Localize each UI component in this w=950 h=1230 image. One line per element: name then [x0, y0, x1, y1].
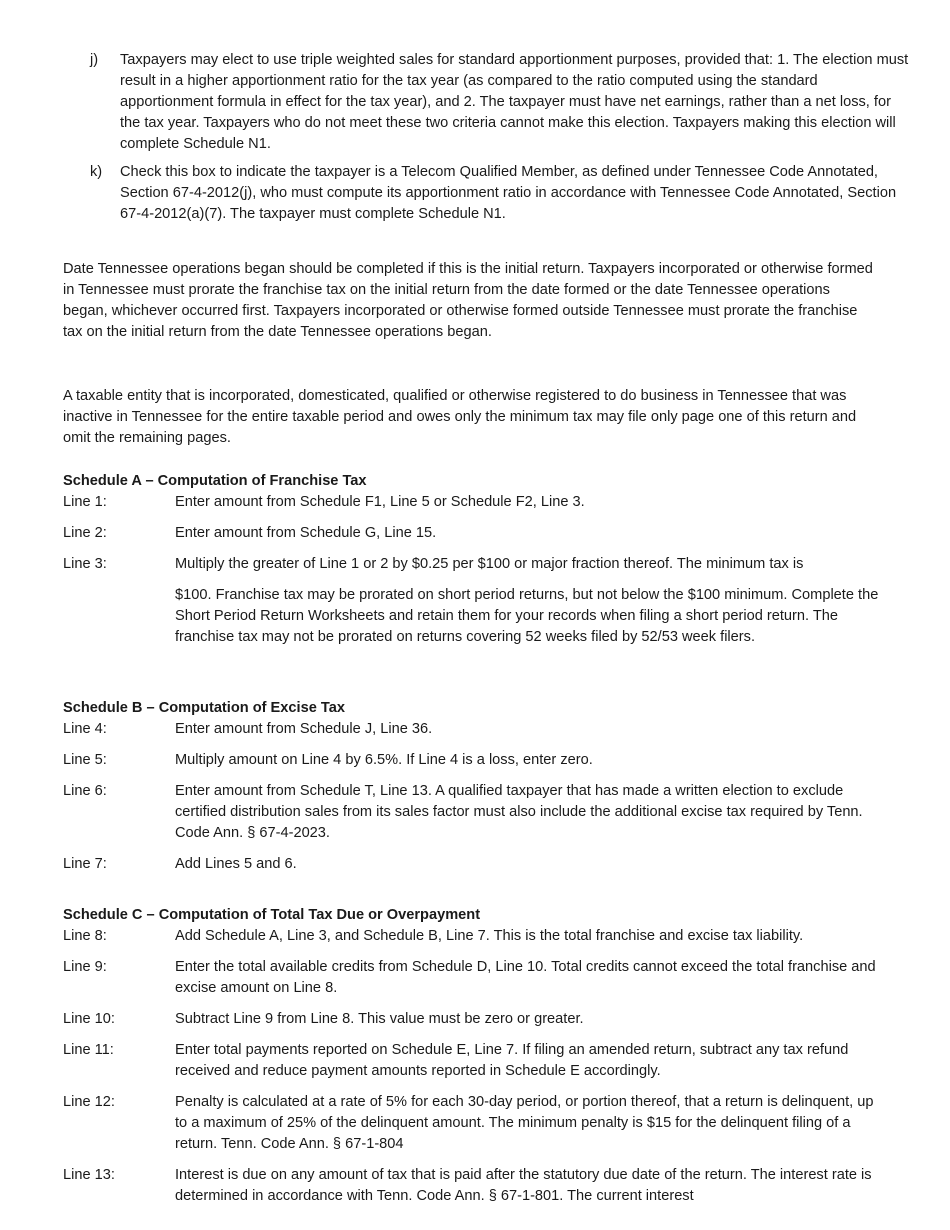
list-marker: k) [90, 164, 103, 180]
date-began-paragraph: Date Tennessee operations began should be completed if this is the initial return. Taxpayers incorporated or otherwise formed in Tennessee must prorate the franchise tax on the initial return from the date formed or the date Tennessee operations began, whichever occurred first. Taxpayers incorporated or otherwise formed outside Tennessee must prorate the franchise tax on the initial return from the date Tennessee operations began. [63, 261, 873, 340]
schedule-b-title: Schedule B – Computation of Excise Tax [63, 700, 345, 716]
line-text: Subtract Line 9 from Line 8. This value must be zero or greater. [175, 1011, 584, 1027]
line-text: Multiply the greater of Line 1 or 2 by $0.25 per $100 or major fraction thereof. The minimum tax is [175, 556, 804, 572]
line-row [63, 1040, 883, 1082]
inactive-entity-paragraph: A taxable entity that is incorporated, domesticated, qualified or otherwise registered to do business in Tennessee that was inactive in Tennessee for the entire taxable period and owes only the minimum tax may file only page one of this return and omit the remaining pages. [63, 388, 857, 446]
line-label: Line 7: [63, 856, 107, 872]
schedule-c-section [63, 905, 883, 1217]
line-label: Line 4: [63, 721, 107, 737]
instruction-list [90, 50, 910, 232]
line-text: Enter the total available credits from Schedule D, Line 10. Total credits cannot exceed the total franchise and excise amount on Line 8. [175, 959, 876, 996]
list-marker: j) [90, 52, 99, 68]
line-row [63, 1092, 883, 1155]
line-text: Penalty is calculated at a rate of 5% for each 30-day period, or portion thereof, that a return is delinquent, up to a maximum of 25% of the delinquent amount. The minimum penalty is $15 for the delinquent filing of a return. Tenn. Code Ann. § 67-1-804 [175, 1094, 874, 1152]
line-label: Line 8: [63, 928, 107, 944]
line-row [63, 926, 883, 947]
line-text: Enter amount from Schedule T, Line 13. A qualified taxpayer that has made a written election to exclude certified distribution sales from its sales factor must also include the additional excise tax required by Tenn. Code Ann. § 67-4-2023. [175, 783, 863, 841]
line-text: Multiply amount on Line 4 by 6.5%. If Line 4 is a loss, enter zero. [175, 752, 593, 768]
line-row [63, 1009, 883, 1030]
line-row [63, 781, 883, 844]
list-item-text: Check this box to indicate the taxpayer is a Telecom Qualified Member, as defined under Tennessee Code Annotated, Section 67-4-2012(j), who must compute its apportionment ratio in accordance with Tennessee Code Annotated, Section 67-4-2012(a)(7). The taxpayer must complete Schedule N1. [120, 164, 897, 222]
line-row [63, 854, 883, 875]
line-text: Enter total payments reported on Schedule E, Line 7. If filing an amended return, subtract any tax refund received and reduce payment amounts reported in Schedule E accordingly. [175, 1042, 849, 1079]
line-row [63, 492, 883, 513]
line-label: Line 1: [63, 494, 107, 510]
line-text: Interest is due on any amount of tax that is paid after the statutory due date of the return. The interest rate is determined in accordance with Tenn. Code Ann. § 67-1-801. The current interest [175, 1167, 872, 1204]
line-label: Line 10: [63, 1011, 115, 1027]
line-row [63, 523, 883, 544]
line-row [63, 719, 883, 740]
line-label: Line 13: [63, 1167, 115, 1183]
line-label: Line 2: [63, 525, 107, 541]
line-text: Enter amount from Schedule J, Line 36. [175, 721, 433, 737]
schedule-c-title: Schedule C – Computation of Total Tax Due or Overpayment [63, 907, 481, 923]
list-item-text: Taxpayers may elect to use triple weighted sales for standard apportionment purposes, provided that: 1. The election must result in a higher apportionment ratio for the tax year (as compared to the ratio computed using the standard apportionment formula in effect for the tax year), and 2. The taxpayer must have net earnings, rather than a net loss, for the tax year. Taxpayers who do not meet these two criteria cannot make this election. Taxpayers making this election will complete Schedule N1. [120, 52, 909, 152]
list-item-j [90, 50, 910, 155]
line-label: Line 11: [63, 1042, 114, 1058]
line-label: Line 12: [63, 1094, 115, 1110]
line-text: Enter amount from Schedule G, Line 15. [175, 525, 437, 541]
line-label: Line 5: [63, 752, 107, 768]
list-item-k [90, 162, 910, 225]
schedule-b-section [63, 698, 883, 885]
line-label: Line 3: [63, 556, 107, 572]
line-row [63, 750, 883, 771]
line-row [63, 1165, 883, 1207]
schedule-a-title: Schedule A – Computation of Franchise Tax [63, 473, 367, 489]
line-text-continued: $100. Franchise tax may be prorated on short period returns, but not below the $100 minimum. Complete the Short Period Return Worksheets and retain them for your records when filing a short period return. The franchise tax may not be prorated on returns covering 52 weeks filed by 52/53 week filers. [175, 587, 879, 645]
schedule-a-section [63, 471, 883, 658]
line-label: Line 6: [63, 783, 107, 799]
line-row [63, 554, 883, 648]
line-row [63, 957, 883, 999]
line-text: Add Lines 5 and 6. [175, 856, 297, 872]
line-text: Enter amount from Schedule F1, Line 5 or Schedule F2, Line 3. [175, 494, 585, 510]
line-text: Add Schedule A, Line 3, and Schedule B, Line 7. This is the total franchise and excise tax liability. [175, 928, 804, 944]
line-label: Line 9: [63, 959, 107, 975]
